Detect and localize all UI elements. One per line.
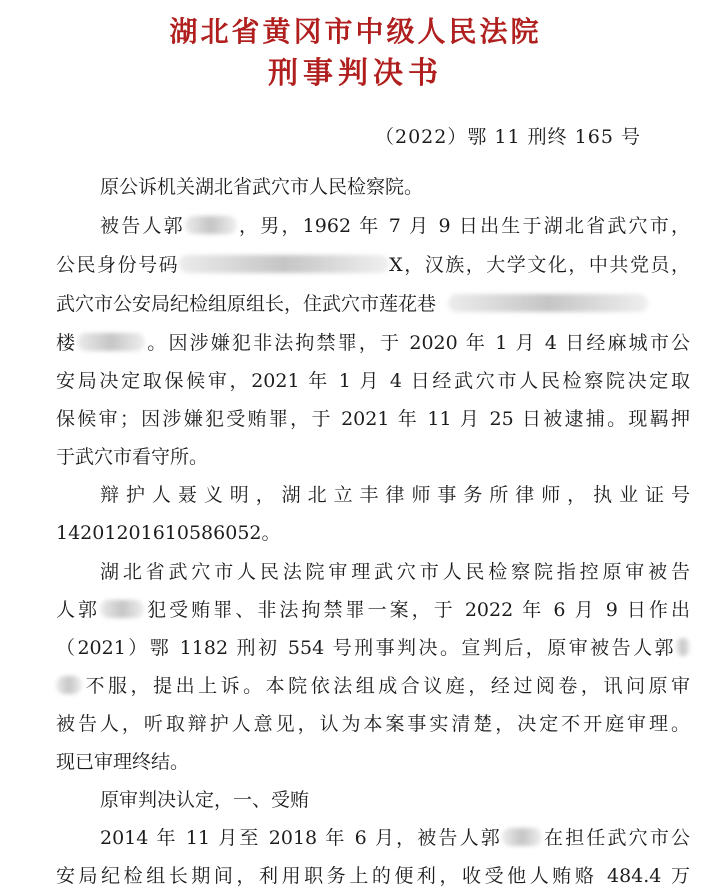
paragraph-defendant-line-2: 公民身份号码 X，汉族，大学文化，中共党员， <box>56 254 690 276</box>
redacted-name-blur-3 <box>676 638 690 656</box>
paragraph-defendant-line-7: 于武穴市看守所。 <box>56 446 209 468</box>
redacted-id-number-blur <box>179 255 389 273</box>
paragraph-procedure-line-3: （2021）鄂 1182 刑初 554 号刑事判决。宣判后，原审被告人郭 <box>56 633 690 663</box>
paragraph-defense-line-1: 辩护人聂义明，湖北立丰律师事务所律师，执业证号 <box>100 484 690 506</box>
paragraph-procedure-line-4: 不服，提出上诉。本院依法组成合议庭，经过阅卷，讯问原审 <box>56 671 690 701</box>
paragraph-defendant-line-5: 安局决定取保候审，2021 年 1 月 4 日经武穴市人民检察院决定取 <box>56 370 690 392</box>
court-name: 湖北省黄冈市中级人民法院 <box>169 15 542 48</box>
paragraph-defense-line-2: 14201201610586052。 <box>56 522 281 544</box>
paragraph-prosecution-organ: 原公诉机关湖北省武穴市人民检察院。 <box>100 176 424 198</box>
paragraph-findings-heading: 原审判决认定，一、受贿 <box>100 789 310 811</box>
paragraph-defendant-line-4: 楼 。因涉嫌犯非法拘禁罪，于 2020 年 1 月 4 日经麻城市公 <box>56 332 690 354</box>
paragraph-procedure-line-5: 被告人，听取辩护人意见，认为本案事实清楚，决定不开庭审理。 <box>56 713 690 735</box>
paragraph-procedure-line-2: 人郭 犯受贿罪、非法拘禁罪一案，于 2022 年 6 月 9 日作出 <box>56 599 690 621</box>
paragraph-defendant-line-3: 武穴市公安局纪检组原组长，住武穴市莲花巷 <box>56 289 648 319</box>
paragraph-defendant-line-1: 被告人郭 ，男，1962 年 7 月 9 日出生于湖北省武穴市， <box>100 215 690 237</box>
paragraph-defendant-line-6: 保候审；因涉嫌犯受贿罪，于 2021 年 11 月 25 日被逮捕。现羁押 <box>56 408 690 430</box>
case-number: （2022）鄂 11 刑终 165 号 <box>375 126 641 148</box>
paragraph-findings-line-1: 2014 年 11 月至 2018 年 6 月，被告人郭 在担任武穴市公 <box>100 827 690 849</box>
redacted-name-blur-5 <box>502 828 542 846</box>
redacted-address-blur <box>448 294 648 312</box>
paragraph-procedure-line-6: 现已审理终结。 <box>56 751 190 773</box>
document-type: 刑事判决书 <box>268 56 443 91</box>
redacted-name-blur-2 <box>100 600 144 618</box>
redacted-name-blur-4 <box>56 676 82 694</box>
redacted-address-blur-2 <box>77 333 145 351</box>
paragraph-findings-line-2: 安局纪检组长期间，利用职务上的便利，收受他人贿赂 484.4 万 <box>56 865 690 887</box>
paragraph-procedure-line-1: 湖北省武穴市人民法院审理武穴市人民检察院指控原审被告 <box>100 561 690 583</box>
redacted-name-blur <box>185 216 237 234</box>
